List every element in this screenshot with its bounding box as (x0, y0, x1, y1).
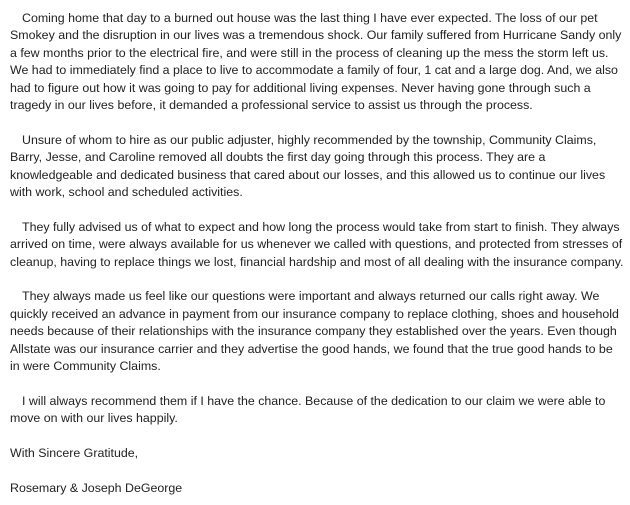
letter-signature: Rosemary & Joseph DeGeorge (10, 480, 183, 495)
letter-paragraph-2: Unsure of whom to hire as our public adjuster, highly recommended by the township, Community Claims, Barry, Jesse, and Caroline removed all doubts the first day going through this process. They are a knowledgeable and dedicated business that cared about our losses, and this allowed us to continue our lives with work, school and scheduled activities. (10, 132, 609, 200)
letter-paragraph-1: Coming home that day to a burned out house was the last thing I have ever expected. The loss of our pet Smokey and the disruption in our lives was a tremendous shock. Our family suffered from Hurricane Sandy only a few months prior to the electrical fire, and were still in the process of cleaning up the mess the storm left us. We had to immediately find a place to live to accommodate a family of four, 1 cat and a large dog. And, we also had to figure out how it was going to pay for additional living expenses. Never having gone through such a tragedy in our lives before, it demanded a professional service to assist us through the process. (10, 11, 625, 113)
letter-paragraph-4: They always made us feel like our questions were important and always returned our calls right away. We quickly received an advance in payment from our insurance company to replace clothing, shoes and household needs because of their relationships with the insurance company they established over the years. Even though Allstate was our insurance carrier and they advertise the good hands, we found that the true good hands to be in were Community Claims. (10, 289, 623, 374)
letter-paragraph-3: They fully advised us of what to expect and how long the process would take from start to finish. They always arrived on time, were always available for us whenever we called with questions, and protected from stresses of cleanup, having to replace things we lost, financial hardship and most of all dealing with the insurance company. (10, 219, 626, 269)
testimonial-letter (10, 10, 624, 497)
letter-closing: With Sincere Gratitude, (10, 446, 139, 461)
letter-paragraph-5: I will always recommend them if I have the chance. Because of the dedication to our claim we were able to move on with our lives happily. (10, 393, 609, 426)
